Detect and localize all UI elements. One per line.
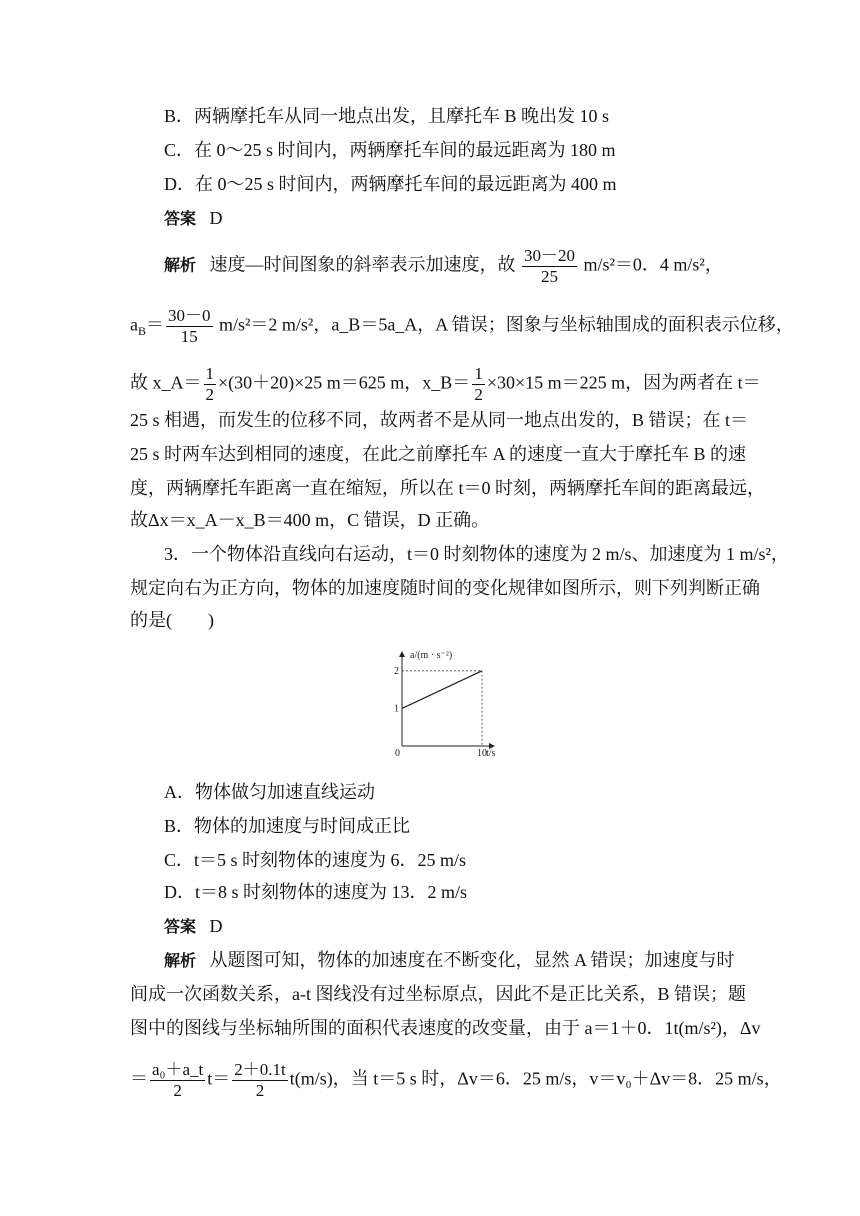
option-3a: A．物体做匀加速直线运动 [164,782,375,802]
answer-label: 答案 [164,209,197,228]
analysis-2-line-2: 间成一次函数关系，a-t 图线没有过坐标原点，因此不是正比关系，B 错误；题 [130,984,746,1004]
analysis-1-line-2: $a_B=$ $\frac{30-0}{15}$ m/s²＝2 m/s²，a_B＝5a_A，A 错误；图象与坐标轴围成的面积表示位移， [130,306,794,346]
analysis-1-line-1 [164,246,723,287]
answer-value: D [209,208,223,228]
frac-numerator: 30－20 [524,246,576,265]
analysis-label: 解析 [164,951,197,970]
analysis-text: m/s²＝2 m/s²，a_B＝5a_A，A 错误；图象与坐标轴围成的面积表示位移， [219,314,794,335]
analysis-2-line-4 [130,1060,782,1101]
y-axis-label: a/(m · s⁻²) [410,650,453,661]
fraction-half-2 [472,364,485,405]
frac-numerator: 2＋0.1t [234,1060,286,1079]
analysis-1-line-4: 25 s 相遇，而发生的位移不同，故两者不是从同一地点出发的，B 错误；在 t＝ [130,410,749,430]
answer-value: D [209,916,223,936]
answer-1 [164,206,223,231]
frac-denominator: 2 [173,1081,182,1100]
analysis-text: ＝ [130,1068,148,1089]
option-d: D．在 0～25 s 时间内，两辆摩托车间的最远距离为 400 m [164,174,617,194]
analysis-text: ×30×15 m＝225 m，因为两者在 t＝ [486,372,761,393]
y-tick-label: 1 [394,703,399,715]
analysis-label: 解析 [164,255,197,275]
frac-numerator: 1 [474,364,483,383]
series-line [402,671,482,709]
frac-denominator: 15 [180,327,198,346]
analysis-text: t(m/s)，当 t＝5 s 时，Δv＝6．25 m/s，v＝v₀＋Δv＝8．25 m/s， [289,1068,782,1089]
option-3c: C．t＝5 s 时刻物体的速度为 6．25 m/s [164,850,467,870]
x-tick-label: 0 [395,748,400,758]
fraction-half [204,364,217,405]
fraction-a-a [522,246,577,287]
analysis-2-line-1 [164,948,735,973]
analysis-1-line-3 [130,364,761,405]
analysis-text: ×(30＋20)×25 m＝625 m，x_B＝ [218,372,471,393]
frac-denominator: 2 [255,1081,265,1100]
analysis-2-line-3: 图中的图线与坐标轴所围的面积代表速度的改变量，由于 a＝1＋0．1t(m/s²)，Δv [130,1018,761,1038]
x-axis-label: t/s [486,748,496,758]
option-c: C．在 0～25 s 时间内，两辆摩托车间的最远距离为 180 m [164,140,616,160]
option-3b: B．物体的加速度与时间成正比 [164,816,411,836]
analysis-text: 速度—时间图象的斜率表示加速度，故 [209,254,516,275]
x-tick-label: 10 [477,748,487,758]
answer-label: 答案 [164,917,197,936]
question-3-line-2: 规定向右为正方向，物体的加速度随时间的变化规律如图所示，则下列判断正确 [130,578,760,598]
analysis-text: 故 x_A＝ [130,372,202,393]
analysis-text: 从题图可知，物体的加速度在不断变化，显然 A 错误；加速度与时 [209,950,735,970]
analysis-text: m/s²＝0．4 m/s²， [583,254,723,275]
frac-denominator: 2 [474,385,483,404]
analysis-1-line-7: 故Δx＝x_A－x_B＝400 m，C 错误，D 正确。 [130,510,490,530]
analysis-1-line-6: 度，两辆摩托车距离一直在缩短，所以在 t＝0 时刻，两辆摩托车间的距离最远， [130,478,765,498]
frac-numerator: 30－0 [168,306,211,325]
y-tick-label: 2 [394,665,399,677]
analysis-text: t＝ [207,1068,231,1089]
option-3d: D．t＝8 s 时刻物体的速度为 13．2 m/s [164,882,468,902]
answer-2 [164,914,223,939]
acceleration-time-chart [380,646,504,758]
option-b: B．两辆摩托车从同一地点出发，且摩托车 B 晚出发 10 s [164,106,610,126]
frac-numerator: 1 [205,364,214,383]
fraction-avg-accel [150,1060,205,1101]
analysis-1-line-5: 25 s 时两车达到相同的速度，在此之前摩托车 A 的速度一直大于摩托车 B 的速 [130,444,747,464]
fraction-delta-v [232,1060,287,1101]
question-3-line-3: 的是( ) [130,610,214,630]
frac-denominator: 25 [541,267,559,286]
frac-numerator: a₀＋a_t [152,1060,204,1079]
fraction-a-b [166,306,213,347]
question-3-line-1: 3．一个物体沿直线向右运动，t＝0 时刻物体的速度为 2 m/s、加速度为 1 m/s²， [164,544,789,564]
frac-denominator: 2 [205,385,214,404]
